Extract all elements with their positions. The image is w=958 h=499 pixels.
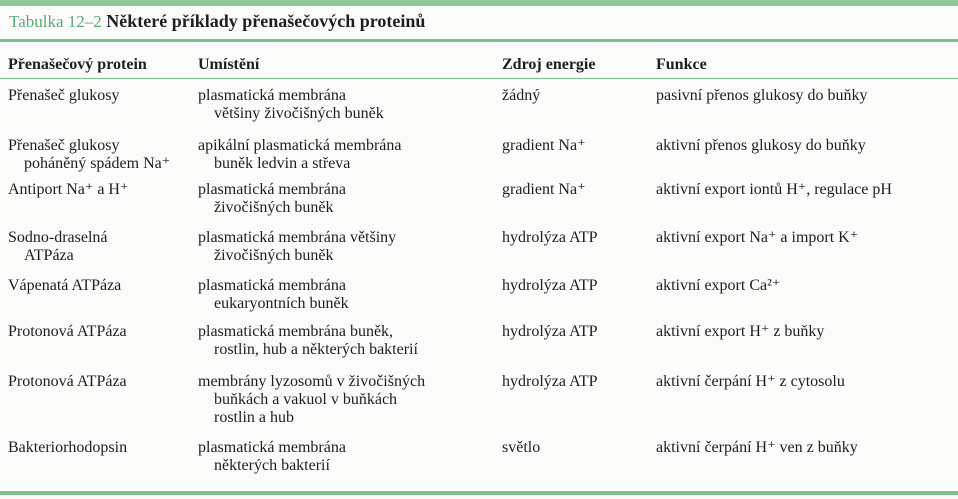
cell-line: hydrolýza ATP bbox=[502, 373, 598, 390]
column-header-protein: Přenašečový protein bbox=[8, 56, 147, 73]
column-header-energy: Zdroj energie bbox=[502, 56, 596, 73]
cell-protein bbox=[0, 87, 190, 137]
cell-line: aktivní export H⁺ z buňky bbox=[656, 323, 825, 340]
cell-location bbox=[190, 373, 494, 439]
cell-location bbox=[190, 229, 494, 277]
cell-line: apikální plasmatická membrána bbox=[198, 137, 402, 154]
cell-line: ATPáza bbox=[24, 247, 74, 264]
cell-location bbox=[190, 87, 494, 137]
cell-line: plasmatická membrána buněk, bbox=[198, 323, 394, 340]
cell-location bbox=[190, 277, 494, 323]
cell-line: plasmatická membrána bbox=[198, 181, 346, 198]
cell-protein bbox=[0, 323, 190, 373]
cell-function bbox=[648, 87, 958, 137]
cell-line: plasmatická membrána většiny bbox=[198, 229, 397, 246]
cell-energy bbox=[494, 181, 648, 229]
header-rule bbox=[0, 79, 958, 88]
cell-energy bbox=[494, 277, 648, 323]
cell-energy bbox=[494, 137, 648, 181]
cell-energy bbox=[494, 229, 648, 277]
cell-line: aktivní export iontů H⁺, regulace pH bbox=[656, 181, 892, 198]
column-header-location: Umístění bbox=[198, 56, 260, 73]
table-row bbox=[0, 277, 958, 323]
cell-line: hydrolýza ATP bbox=[502, 323, 598, 340]
cell-function bbox=[648, 373, 958, 439]
cell-protein bbox=[0, 181, 190, 229]
cell-line: živočišných buněk bbox=[214, 247, 334, 264]
caption-number: Tabulka 12–2 bbox=[9, 12, 102, 31]
table-body bbox=[0, 79, 958, 480]
cell-line: gradient Na⁺ bbox=[502, 181, 586, 198]
cell-protein bbox=[0, 229, 190, 277]
cell-function bbox=[648, 229, 958, 277]
cell-line: aktivní čerpání H⁺ ven z buňky bbox=[656, 439, 858, 456]
table-row bbox=[0, 229, 958, 277]
cell-energy bbox=[494, 87, 648, 137]
cell-line: hydrolýza ATP bbox=[502, 229, 598, 246]
cell-line: plasmatická membrána bbox=[198, 439, 346, 456]
cell-energy bbox=[494, 439, 648, 479]
cell-line: buňkách a vakuol v buňkách bbox=[214, 391, 398, 408]
cell-location bbox=[190, 323, 494, 373]
cell-protein bbox=[0, 439, 190, 479]
cell-location bbox=[190, 137, 494, 181]
cell-line: Antiport Na⁺ a H⁺ bbox=[8, 181, 129, 198]
cell-line: Bakteriorhodopsin bbox=[8, 439, 128, 456]
cell-protein bbox=[0, 277, 190, 323]
bottom-rule bbox=[0, 491, 958, 495]
cell-line: žádný bbox=[502, 87, 541, 104]
cell-line: Sodno-draselná bbox=[8, 229, 108, 246]
cell-line: gradient Na⁺ bbox=[502, 137, 586, 154]
cell-function bbox=[648, 137, 958, 181]
cell-line: membrány lyzosomů v živočišných bbox=[198, 373, 426, 390]
cell-line: aktivní přenos glukosy do buňky bbox=[656, 137, 866, 154]
cell-location bbox=[190, 439, 494, 479]
cell-function bbox=[648, 323, 958, 373]
cell-function bbox=[648, 277, 958, 323]
cell-line: aktivní export Ca²⁺ bbox=[656, 277, 781, 294]
cell-energy bbox=[494, 373, 648, 439]
cell-line: buněk ledvin a střeva bbox=[214, 155, 351, 172]
cell-line: většiny živočišných buněk bbox=[214, 105, 384, 122]
caption-rule bbox=[0, 39, 958, 42]
table-row bbox=[0, 137, 958, 181]
cell-line: plasmatická membrána bbox=[198, 87, 346, 104]
cell-line: hydrolýza ATP bbox=[502, 277, 598, 294]
table-row bbox=[0, 323, 958, 373]
cell-line: světlo bbox=[502, 439, 541, 456]
cell-line: živočišných buněk bbox=[214, 199, 334, 216]
cell-function bbox=[648, 181, 958, 229]
cell-line: pasivní přenos glukosy do buňky bbox=[656, 87, 868, 104]
table-row bbox=[0, 181, 958, 229]
cell-line: poháněný spádem Na⁺ bbox=[24, 155, 171, 172]
cell-line: plasmatická membrána bbox=[198, 277, 346, 294]
cell-line: Protonová ATPáza bbox=[8, 323, 127, 340]
cell-line: rostlin a hub bbox=[214, 409, 294, 426]
table-caption bbox=[9, 11, 425, 32]
cell-function bbox=[648, 439, 958, 479]
table-row bbox=[0, 373, 958, 439]
cell-line: rostlin, hub a některých bakterií bbox=[214, 341, 418, 358]
table-row bbox=[0, 439, 958, 479]
table-row bbox=[0, 87, 958, 137]
cell-line: Přenašeč glukosy bbox=[8, 137, 120, 154]
cell-protein bbox=[0, 373, 190, 439]
transporter-table bbox=[0, 56, 958, 479]
cell-energy bbox=[494, 323, 648, 373]
cell-line: Přenašeč glukosy bbox=[8, 87, 120, 104]
cell-line: aktivní čerpání H⁺ z cytosolu bbox=[656, 373, 845, 390]
top-rule bbox=[0, 0, 958, 6]
table-header-row bbox=[0, 56, 958, 79]
cell-protein bbox=[0, 137, 190, 181]
caption-title: Některé příklady přenašečových proteinů bbox=[106, 11, 426, 31]
cell-line: některých bakterií bbox=[214, 457, 330, 474]
cell-line: aktivní export Na⁺ a import K⁺ bbox=[656, 229, 859, 246]
column-header-function: Funkce bbox=[656, 56, 707, 73]
header-rule-line bbox=[0, 79, 958, 88]
cell-line: Protonová ATPáza bbox=[8, 373, 127, 390]
cell-location bbox=[190, 181, 494, 229]
cell-line: eukaryontních buněk bbox=[214, 295, 349, 312]
cell-line: Vápenatá ATPáza bbox=[8, 277, 122, 294]
